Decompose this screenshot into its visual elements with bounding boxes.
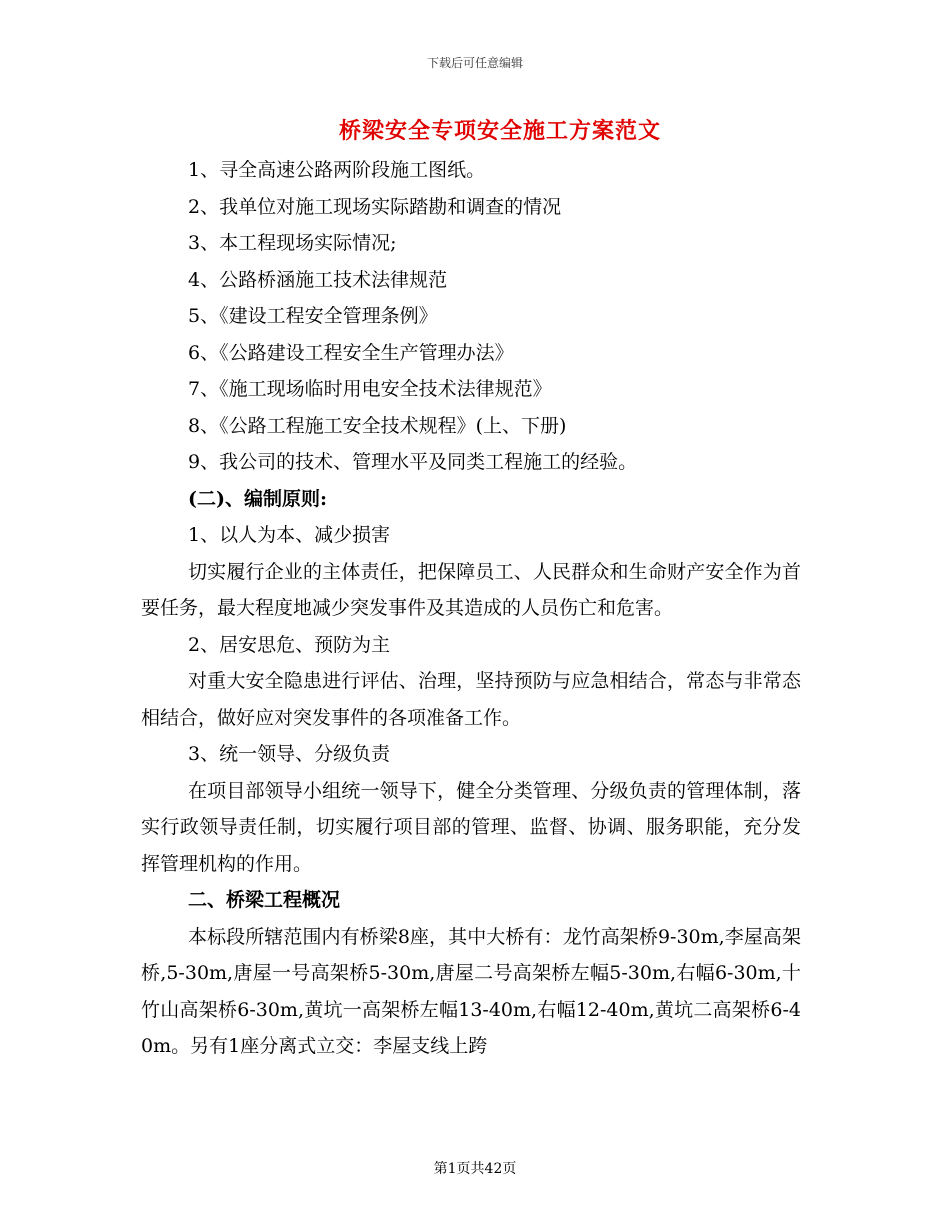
basis-item-9: 9、我公司的技术、管理水平及同类工程施工的经验。: [188, 451, 638, 473]
header-note: 下载后可任意编辑: [426, 56, 523, 70]
basis-item-7: 7、《施工现场临时用电安全技术法律规范》: [188, 378, 552, 400]
principle-1-text: 切实履行企业的主体责任，把保障员工、人民群众和生命财产安全作为首要任务，最大程度地减少突发事件及其造成的人员伤亡和危害。: [141, 560, 801, 619]
document-body: [141, 152, 801, 1065]
basis-item-6: 6、《公路建设工程安全生产管理办法》: [188, 341, 514, 364]
basis-item-1: 1、寻全高速公路两阶段施工图纸。: [188, 159, 486, 181]
basis-item-5: 5、《建设工程安全管理条例》: [188, 305, 438, 327]
basis-item-8: 8、《公路工程施工安全技术规程》(上、下册): [188, 414, 567, 437]
page-footer: 第1页共42页: [433, 1161, 517, 1177]
overview-text: 本标段所辖范围内有桥梁8座，其中大桥有：龙竹高架桥9-30m,李屋高架桥,5-30m,唐屋一号高架桥5-30m,唐屋二号高架桥左幅5-30m,右幅6-30m,十竹山高架桥6-30m,黄坑一高架桥左幅13-40m,右幅12-40m,黄坑二高架桥6-40m。另有1座分离式立交：李屋支线上跨: [141, 925, 801, 1057]
principle-3-heading: 3、统一领导、分级负责: [188, 743, 391, 765]
principle-2-text: 对重大安全隐患进行评估、治理，坚持预防与应急相结合，常态与非常态相结合，做好应对突发事件的各项准备工作。: [141, 670, 801, 729]
document-title: 桥梁安全专项安全施工方案范文: [338, 118, 661, 144]
principle-3-text: 在项目部领导小组统一领导下，健全分类管理、分级负责的管理体制，落实行政领导责任制，切实履行项目部的管理、监督、协调、服务职能，充分发挥管理机构的作用。: [141, 779, 801, 875]
basis-item-2: 2、我单位对施工现场实际踏勘和调查的情况: [188, 195, 562, 218]
basis-item-3: 3、本工程现场实际情况;: [188, 232, 397, 254]
principle-1-heading: 1、以人为本、减少损害: [188, 524, 391, 546]
overview-heading: 二、桥梁工程概况: [188, 889, 341, 911]
basis-item-4: 4、公路桥涵施工技术法律规范: [188, 268, 448, 291]
principle-2-heading: 2、居安思危、预防为主: [188, 633, 391, 656]
principles-heading: (二)、编制原则:: [188, 487, 327, 510]
